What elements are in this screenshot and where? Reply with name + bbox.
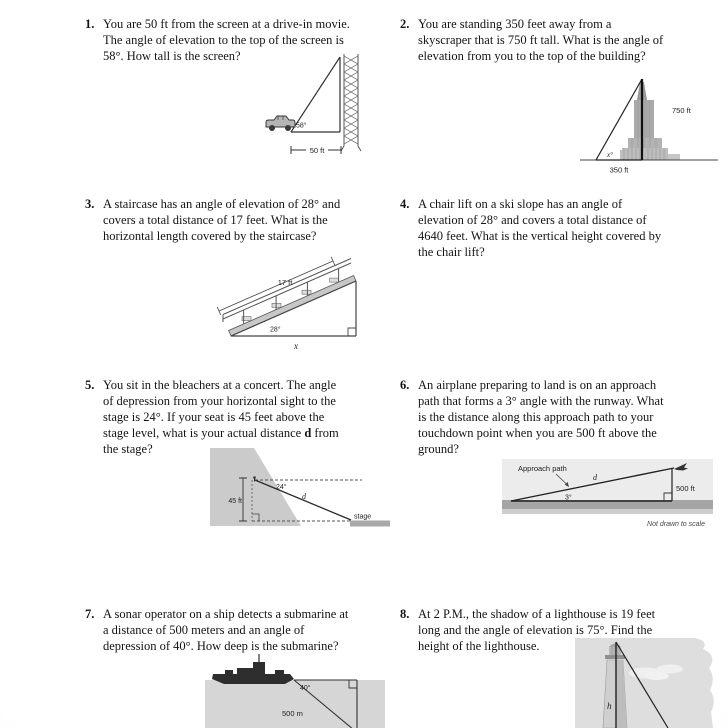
problem-7	[85, 606, 398, 654]
skyscraper-diagram	[572, 76, 722, 178]
right-angle-marker	[348, 328, 356, 336]
problem-2-number: 2.	[400, 17, 410, 31]
ship-icon	[212, 654, 294, 684]
sonar-distance-label: 500 m	[282, 709, 303, 718]
lighthouse-diagram	[560, 638, 725, 728]
text-line: A staircase has an angle of elevation of 28° and	[103, 197, 341, 211]
problem-4-number: 4.	[400, 197, 410, 211]
drive-in-movie-diagram	[258, 54, 403, 172]
text-line: 58°. How tall is the screen?	[103, 49, 241, 63]
text-line: is the distance along this approach path to your	[418, 410, 654, 424]
text-line: A sonar operator on a ship detects a submarine at	[103, 607, 349, 621]
problem-7-text	[103, 606, 348, 654]
skyscraper-icon	[620, 82, 680, 160]
movie-angle-label: 58°	[296, 122, 307, 130]
text-line: stage is 24°. If your seat is 45 feet above the	[103, 410, 325, 424]
distance-variable: d	[304, 426, 312, 440]
text-line: You sit in the bleachers at a concert. The angle	[103, 378, 337, 392]
text-line: elevation from you to the top of the building?	[418, 49, 646, 63]
stage-label: stage	[354, 513, 372, 521]
text-line: of depression from your horizontal sight to the	[103, 394, 336, 408]
sonar-angle-label: 40°	[300, 685, 311, 692]
problem-3-text	[103, 196, 340, 244]
text-line: the stage?	[103, 442, 153, 456]
problem-6	[400, 377, 722, 457]
text-line: 4640 feet. What is the vertical height covered by	[418, 229, 662, 243]
text-line: The angle of elevation to the top of the screen is	[103, 33, 344, 47]
skyscraper-height-label: 750 ft	[672, 106, 691, 115]
text-line: covers a total distance of 17 feet. What is the	[103, 213, 328, 227]
text-line	[103, 425, 339, 441]
skyscraper-base-label: 350 ft	[609, 165, 629, 175]
text-line: skyscraper that is 750 ft tall. What is the angle of	[418, 33, 664, 47]
problem-4-text	[418, 196, 661, 260]
approach-path-diagram	[498, 456, 726, 538]
ground-band-light	[502, 509, 713, 514]
bleachers-height-label: 45 ft	[228, 498, 242, 505]
scale-note: Not drawn to scale	[647, 521, 705, 528]
approach-path-label: Approach path	[518, 464, 567, 473]
text-line: path that forms a 3° angle with the runway. What	[418, 394, 664, 408]
screen-tower-icon	[341, 54, 361, 151]
base-measure	[291, 146, 341, 155]
problem-6-number: 6.	[400, 378, 410, 392]
problem-6-text	[418, 377, 664, 457]
car-icon	[266, 116, 295, 131]
problem-4	[400, 196, 722, 260]
problem-1-number: 1.	[85, 17, 95, 31]
skyscraper-angle-label: x°	[607, 151, 613, 159]
staircase-base-label: x	[294, 341, 298, 351]
problem-5	[85, 377, 398, 457]
problem-2-text	[418, 16, 663, 64]
text-line: At 2 P.M., the shadow of a lighthouse is 19 feet	[418, 607, 656, 621]
bleachers-distance-label: d	[302, 492, 306, 501]
problem-2	[400, 16, 722, 64]
problem-7-number: 7.	[85, 607, 95, 621]
staircase-length-label: 17 ft	[277, 278, 293, 287]
approach-angle-label: 3°	[565, 494, 572, 502]
text-line: long and the angle of elevation is 75°. Find the	[418, 623, 653, 637]
approach-height-label: 500 ft	[676, 484, 695, 493]
sky-shape	[575, 638, 714, 728]
text-segment: from	[311, 426, 339, 440]
problem-3	[85, 196, 398, 244]
approach-distance-label: d	[593, 473, 597, 482]
text-line: ground?	[418, 442, 459, 456]
text-line: horizontal length covered by the staircase?	[103, 229, 317, 243]
movie-base-label: 50 ft	[309, 145, 325, 155]
lighthouse-height-label: h	[607, 701, 612, 711]
text-line: You are standing 350 feet away from a	[418, 17, 612, 31]
bleachers-angle-label: 24°	[276, 484, 287, 491]
problem-5-text	[103, 377, 339, 457]
lighthouse-icon	[603, 644, 627, 728]
stage-platform	[350, 521, 390, 527]
text-line: You are 50 ft from the screen at a drive-in movie.	[103, 17, 350, 31]
water-area	[205, 680, 385, 728]
sonar-diagram	[197, 653, 397, 728]
problem-3-number: 3.	[85, 197, 95, 211]
staircase-diagram	[193, 256, 383, 359]
text-line: depression of 40°. How deep is the submarine?	[103, 639, 339, 653]
text-line: elevation of 28° and covers a total distance of	[418, 213, 647, 227]
problem-8-number: 8.	[400, 607, 410, 621]
triangle-lines	[231, 281, 356, 336]
problem-5-number: 5.	[85, 378, 95, 392]
bleachers-diagram	[190, 448, 395, 540]
text-line: a distance of 500 meters and an angle of	[103, 623, 305, 637]
text-segment: stage level, what is your actual distance	[103, 426, 305, 440]
text-line: A chair lift on a ski slope has an angle of	[418, 197, 623, 211]
text-line: height of the lighthouse.	[418, 639, 540, 653]
text-line: touchdown point when you are 500 ft above the	[418, 426, 657, 440]
triangle-lines	[291, 57, 340, 132]
text-line: the chair lift?	[418, 245, 485, 259]
text-line: An airplane preparing to land is on an approach	[418, 378, 657, 392]
staircase-angle-label: 28°	[270, 326, 281, 334]
